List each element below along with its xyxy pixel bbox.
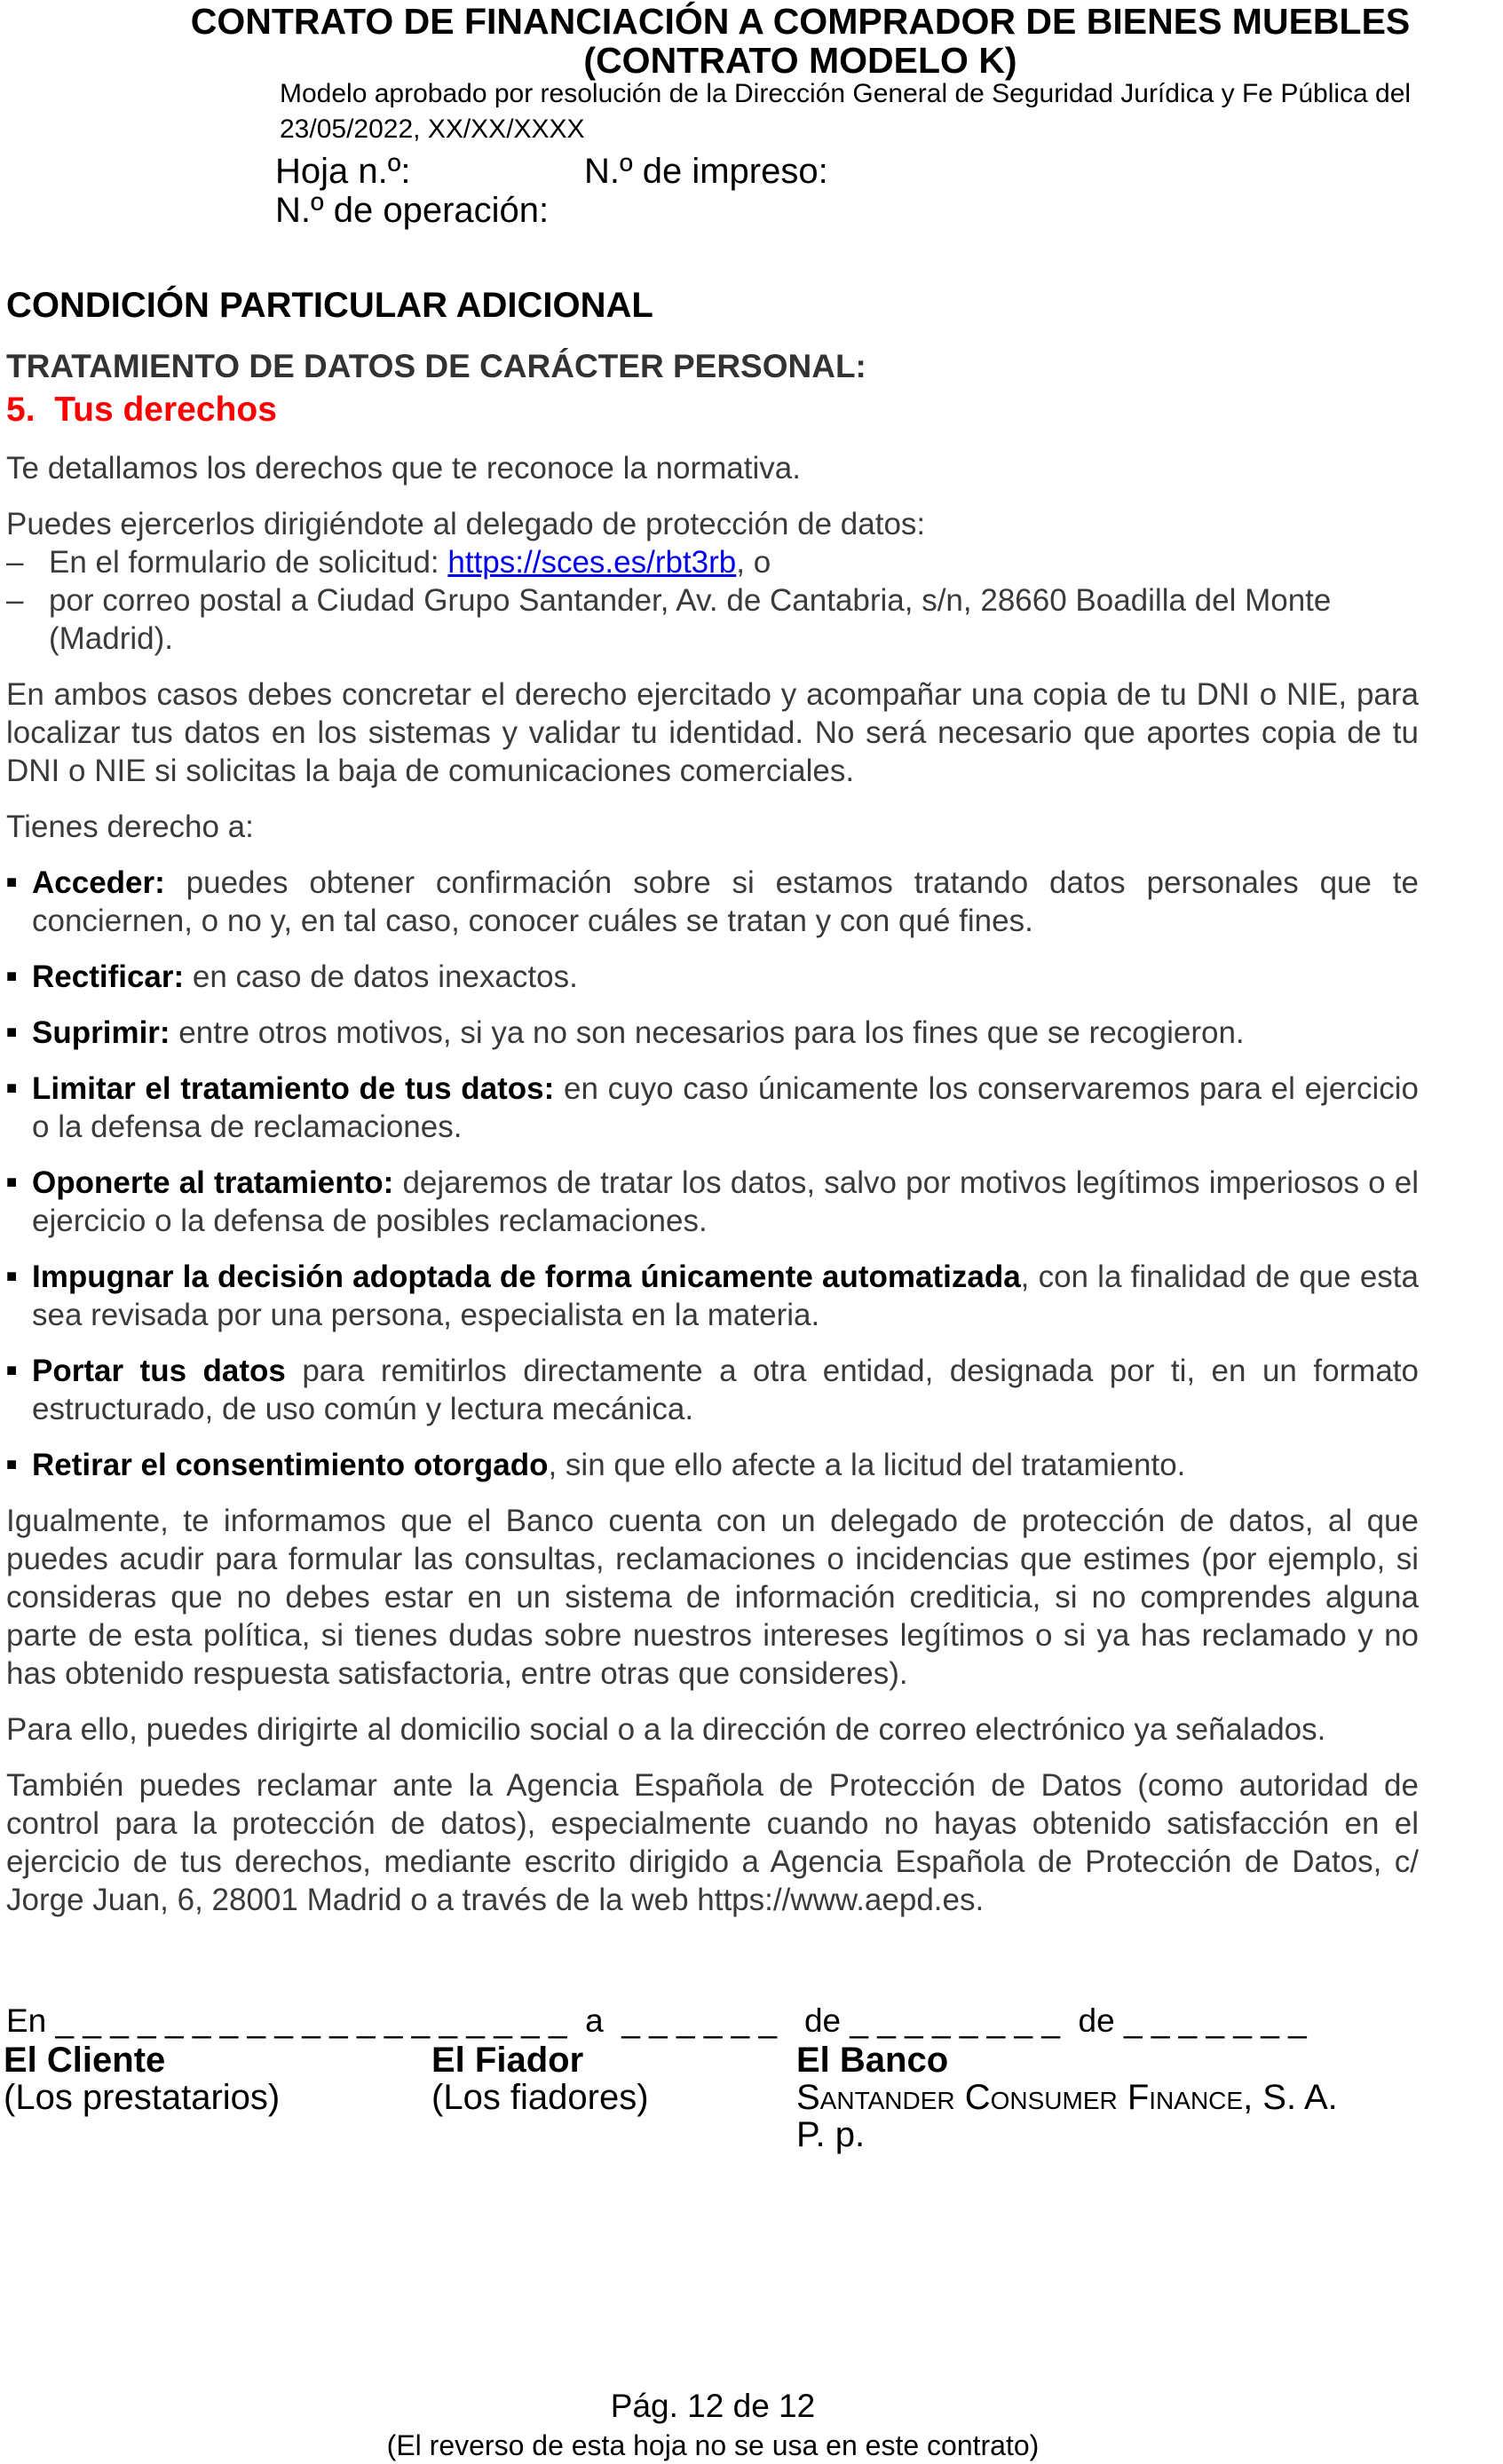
subsection-heading: TRATAMIENTO DE DATOS DE CARÁCTER PERSONAL:: [6, 348, 866, 384]
paragraph: Puedes ejercerlos dirigiéndote al delegado de protección de datos:: [6, 507, 926, 541]
rights-list: [6, 864, 1419, 1484]
bullet-icon: ■: [6, 1173, 18, 1192]
bullet-icon: ■: [6, 1455, 18, 1474]
paragraph: Tienes derecho a:: [6, 809, 254, 844]
bullet-icon: ■: [6, 873, 18, 892]
bullet-icon: ■: [6, 1361, 18, 1380]
right-item: ■ Limitar el tratamiento de tus datos: en cuyo caso únicamente los conservaremos para el ejercicio o la defensa de reclamaciones.: [6, 1071, 1419, 1144]
right-item: ■ Retirar el consentimiento otorgado, sin que ello afecte a la licitud del tratamiento.: [6, 1448, 1186, 1482]
document-title: CONTRATO DE FINANCIACIÓN A COMPRADOR DE BIENES MUEBLES (CONTRATO MODELO K): [190, 1, 1411, 81]
paragraph: También puedes reclamar ante la Agencia Española de Protección de Datos (como autoridad de control para la protección de datos), especialmente cuando no hayas obtenido satisfacción en el ejercicio de tus derechos, mediante escrito dirigido a Agencia Española de Protección de Datos, c/ Jorge Juan, 6, 28001 Madrid o a través de la web https://www.aepd.es.: [6, 1768, 1419, 1917]
model-approval: Modelo aprobado por resolución de la Dirección General de Seguridad Jurídica y Fe Pública del 23/05/2022, XX/XX/XXXX: [280, 79, 1412, 144]
bullet-icon: ■: [6, 1078, 18, 1098]
right-item: ■ Portar tus datos para remitirlos directamente a otra entidad, designada por ti, en un formato estructurado, de uso común y lectura mecánica.: [6, 1354, 1419, 1426]
operation-number: N.º de operación:: [275, 191, 550, 230]
section-heading: CONDICIÓN PARTICULAR ADICIONAL: [6, 286, 653, 325]
form-number: N.º de impreso:: [584, 152, 828, 191]
clause-heading: 5. Tus derechos: [6, 391, 277, 429]
right-item: ■ Acceder: puedes obtener confirmación sobre si estamos tratando datos personales que te conciernen, o no y, en tal caso, conocer cuáles se tratan y con qué fines.: [6, 865, 1419, 938]
clause-body: [6, 449, 1419, 1937]
signature-guarantor: El Fiador (Los fiadores): [431, 2041, 649, 2117]
right-item: ■ Suprimir: entre otros motivos, si ya no son necesarios para los fines que se recogieron.: [6, 1015, 1245, 1050]
page-number: Pág. 12 de 12: [610, 2388, 816, 2424]
reverse-note: (El reverso de esta hoja no se usa en este contrato): [386, 2429, 1040, 2461]
paragraph: Para ello, puedes dirigirte al domicilio social o a la dirección de correo electrónico ya señalados.: [6, 1712, 1326, 1747]
list-item: – por correo postal a Ciudad Grupo Santander, Av. de Cantabria, s/n, 28660 Boadilla del Monte (Madrid).: [6, 583, 1332, 656]
bullet-icon: ■: [6, 1023, 18, 1042]
paragraph: Igualmente, te informamos que el Banco cuenta con un delegado de protección de datos, al que puedes acudir para formular las consultas, reclamaciones o incidencias que estimes (por ejemplo, si consideras que no debes estar en un sistema de información crediticia, si no comprendes alguna parte de esta política, si tienes dudas sobre nuestros intereses legítimos o si ya has reclamado y no has obtenido respuesta satisfactoria, entre otras que consideres).: [6, 1504, 1419, 1691]
right-item: ■ Impugnar la decisión adoptada de forma únicamente automatizada, con la finalidad de que esta sea revisada por una persona, especialista en la materia.: [6, 1260, 1419, 1332]
paragraph: En ambos casos debes concretar el derecho ejercitado y acompañar una copia de tu DNI o NIE, para localizar tus datos en los sistemas y validar tu identidad. No será necesario que aportes copia de tu DNI o NIE si solicitas la baja de comunicaciones comerciales.: [6, 677, 1419, 788]
signature-client: El Cliente (Los prestatarios): [4, 2041, 281, 2117]
place-date-line: En _ _ _ _ _ _ _ _ _ _ _ _ _ _ _ _ _ _ _ a _ _ _ _ _ _ de _ _ _ _ _ _ _ _ de _ _ _ _ _ _ _: [6, 2002, 1307, 2039]
right-item: ■ Oponerte al tratamiento: dejaremos de tratar los datos, salvo por motivos legítimos imperiosos o el ejercicio o la defensa de posibles reclamaciones.: [6, 1165, 1420, 1238]
paragraph: Te detallamos los derechos que te reconoce la normativa.: [6, 451, 801, 486]
request-form-link[interactable]: https://sces.es/rbt3rb: [447, 545, 737, 580]
right-item: ■ Rectificar: en caso de datos inexactos.: [6, 960, 578, 994]
list-item: – En el formulario de solicitud: https://sces.es/rbt3rb, o: [6, 545, 771, 580]
signature-bank: El Banco Santander Consumer Finance, S. A. P. p.: [796, 2041, 1338, 2154]
sheet-number: Hoja n.º:: [275, 152, 411, 191]
bullet-icon: ■: [6, 1267, 18, 1286]
bullet-icon: ■: [6, 967, 18, 986]
